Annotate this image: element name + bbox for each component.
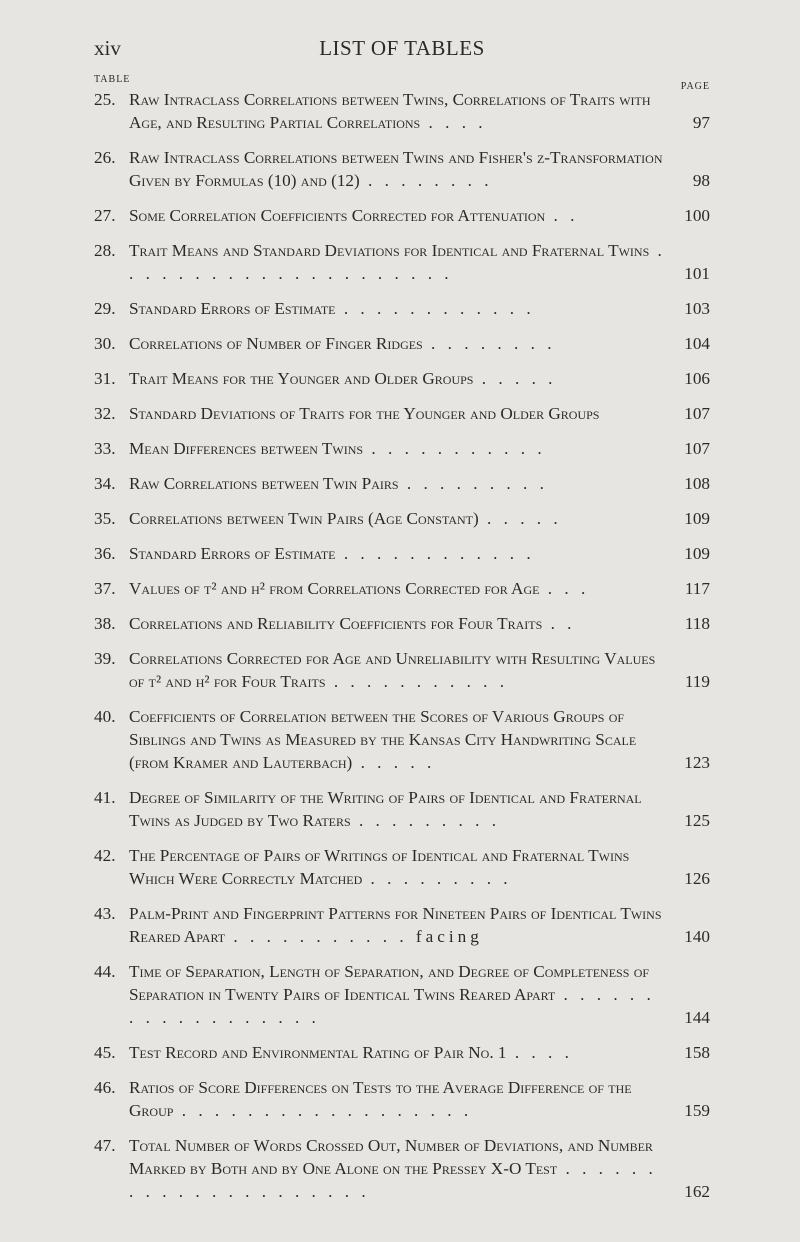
list-item: [94, 577, 710, 600]
table-title: Correlations between Twin Pairs (Age Constant): [129, 509, 479, 528]
table-number: 32.: [94, 404, 116, 423]
list-item: [94, 612, 710, 635]
page-number: 117: [684, 579, 710, 598]
list-item: [94, 204, 710, 227]
leader-dots: . . . . . . . .: [422, 334, 556, 353]
leader-dots: . . . . .: [478, 509, 562, 528]
table-title: Ratios of Score Differences on Tests to the Average Difference of the Group: [129, 1078, 632, 1120]
table-number: 35.: [94, 509, 116, 528]
list-item: [94, 1041, 710, 1064]
leader-dots: . . .: [539, 579, 590, 598]
leader-dots: . . . . . . . . . . . . . . . . . . . . .: [129, 241, 666, 283]
list-item: [94, 705, 710, 774]
leader-dots: . . . . . . . . . . . .: [335, 299, 535, 318]
table-number: 42.: [94, 846, 116, 865]
table-number: 43.: [94, 904, 116, 923]
list-item: [94, 332, 710, 355]
table-number: 26.: [94, 148, 116, 167]
table-number: 30.: [94, 334, 116, 353]
table-number: 45.: [94, 1043, 116, 1062]
table-title: Standard Errors of Estimate: [129, 299, 336, 318]
page-number: 100: [684, 206, 710, 225]
running-head: [94, 36, 710, 66]
leader-dots: . . . . . . . .: [359, 171, 493, 190]
leader-dots: . . . . . . . . . . . . . . . . . . . . .: [129, 1159, 657, 1201]
leader-dots: . . . . . . . . . . .: [325, 672, 509, 691]
table-title: Test Record and Environmental Rating of Pair No. 1: [129, 1043, 507, 1062]
list-item: [94, 297, 710, 320]
page-number: 144: [684, 1008, 710, 1027]
leader-dots: . .: [542, 614, 576, 633]
table-title: Coefficients of Correlation between the Scores of Various Groups of Siblings and Twins as Measured by the Kansas City Handwriting Scale (from Kramer and Lauterbach): [129, 707, 637, 772]
page-folio: xiv: [94, 36, 121, 60]
leader-dots: . . . . . . . . .: [398, 474, 548, 493]
page-number: 101: [684, 264, 710, 283]
table-number: 46.: [94, 1078, 116, 1097]
list-item: [94, 367, 710, 390]
table-number: 28.: [94, 241, 116, 260]
list-item: [94, 647, 710, 693]
page-number: 103: [684, 299, 710, 318]
leader-dots: . . . . . . . . . . . .: [335, 544, 535, 563]
table-number: 36.: [94, 544, 116, 563]
table-number: 27.: [94, 206, 116, 225]
table-title: Total Number of Words Crossed Out, Number of Deviations, and Number Marked by Both and by One Alone on the Pressey X-O Test: [129, 1136, 653, 1178]
page-number: 104: [684, 334, 710, 353]
table-title: Raw Intraclass Correlations between Twins and Fisher's z-Transformation Given by Formulas (10) and (12): [129, 148, 663, 190]
table-number: 34.: [94, 474, 116, 493]
leader-dots: . .: [545, 206, 579, 225]
page-title: LIST OF TABLES: [319, 36, 485, 60]
table-number: 29.: [94, 299, 116, 318]
leader-dots: . . . . . . . . . . .: [363, 439, 546, 458]
table-title: Trait Means and Standard Deviations for Identical and Fraternal Twins: [129, 241, 650, 260]
list-item: [94, 960, 710, 1029]
table-title: Raw Intraclass Correlations between Twins, Correlations of Traits with Age, and Resulting Partial Correlations: [129, 90, 651, 132]
table-number: 40.: [94, 707, 116, 726]
leader-dots: . . . .: [506, 1043, 573, 1062]
page-column-label: PAGE: [680, 81, 710, 92]
list-item: [94, 1134, 710, 1203]
page-number: 123: [684, 753, 710, 772]
page-number: 159: [684, 1101, 710, 1120]
leader-dots: . . . . .: [352, 753, 436, 772]
page-number: 107: [684, 404, 710, 423]
page-number: 126: [684, 869, 710, 888]
list-item: [94, 786, 710, 832]
table-title: Raw Correlations between Twin Pairs: [129, 474, 399, 493]
table-title: Palm-Print and Fingerprint Patterns for Nineteen Pairs of Identical Twins Reared Apart: [129, 904, 662, 946]
table-number: 44.: [94, 962, 116, 981]
table-number: 39.: [94, 649, 116, 668]
table-title: Degree of Similarity of the Writing of Pairs of Identical and Fraternal Twins as Judged by Two Raters: [129, 788, 642, 830]
table-title: The Percentage of Pairs of Writings of Identical and Fraternal Twins Which Were Correctly Matched: [129, 846, 630, 888]
leader-dots: . . . . . . . . . . . . . . . . . .: [173, 1101, 473, 1120]
page-number: 109: [684, 544, 710, 563]
page-number: 108: [684, 474, 710, 493]
table-number: 38.: [94, 614, 116, 633]
list-item: [94, 542, 710, 565]
page-number: 158: [684, 1043, 710, 1062]
table-column-label: TABLE: [94, 74, 131, 85]
page-number: 106: [684, 369, 710, 388]
leader-dots: . . . . . . . . .: [362, 869, 512, 888]
table-number: 37.: [94, 579, 116, 598]
list-item: [94, 402, 710, 425]
page-number: 98: [692, 171, 710, 190]
table-number: 47.: [94, 1136, 116, 1155]
page-number: 119: [684, 672, 710, 691]
list-item: [94, 507, 710, 530]
table-title: Some Correlation Coefficients Corrected for Attenuation: [129, 206, 546, 225]
table-list: [94, 88, 710, 1215]
table-title: Correlations of Number of Finger Ridges: [129, 334, 423, 353]
page-number: 118: [684, 614, 710, 633]
page-number: 125: [684, 811, 710, 830]
table-number: 41.: [94, 788, 116, 807]
list-item: [94, 902, 710, 948]
list-item: [94, 1076, 710, 1122]
list-item: [94, 146, 710, 192]
column-labels: [94, 74, 710, 92]
page-number: 140: [684, 927, 710, 946]
leader-dots: . . . .: [420, 113, 487, 132]
table-number: 33.: [94, 439, 116, 458]
leader-dots: . . . . .: [473, 369, 557, 388]
page-number: 162: [684, 1182, 710, 1201]
list-item: [94, 844, 710, 890]
list-item: [94, 437, 710, 460]
page-number: 107: [684, 439, 710, 458]
table-number: 31.: [94, 369, 116, 388]
table-title: Correlations and Reliability Coefficients for Four Traits: [129, 614, 543, 633]
leader-dots: . . . . . . . . . . . . . . . . . .: [129, 985, 655, 1027]
list-item: [94, 239, 710, 285]
table-title: Correlations Corrected for Age and Unreliability with Resulting Values of t² and h² for Four Traits: [129, 649, 656, 691]
page-number: 97: [692, 113, 710, 132]
leader-dots: . . . . . . . . .: [350, 811, 500, 830]
table-title: Trait Means for the Younger and Older Groups: [129, 369, 474, 388]
table-title: Standard Errors of Estimate: [129, 544, 336, 563]
list-item: [94, 88, 710, 134]
table-title: Values of t² and h² from Correlations Corrected for Age: [129, 579, 540, 598]
table-title: Standard Deviations of Traits for the Younger and Older Groups: [129, 404, 600, 423]
table-number: 25.: [94, 90, 116, 109]
page-number: 109: [684, 509, 710, 528]
table-title: Time of Separation, Length of Separation, and Degree of Completeness of Separation in Twenty Pairs of Identical Twins Reared Apart: [129, 962, 650, 1004]
leader-dots: . . . . . . . . . . . facing: [225, 927, 483, 946]
table-title: Mean Differences between Twins: [129, 439, 364, 458]
list-item: [94, 472, 710, 495]
